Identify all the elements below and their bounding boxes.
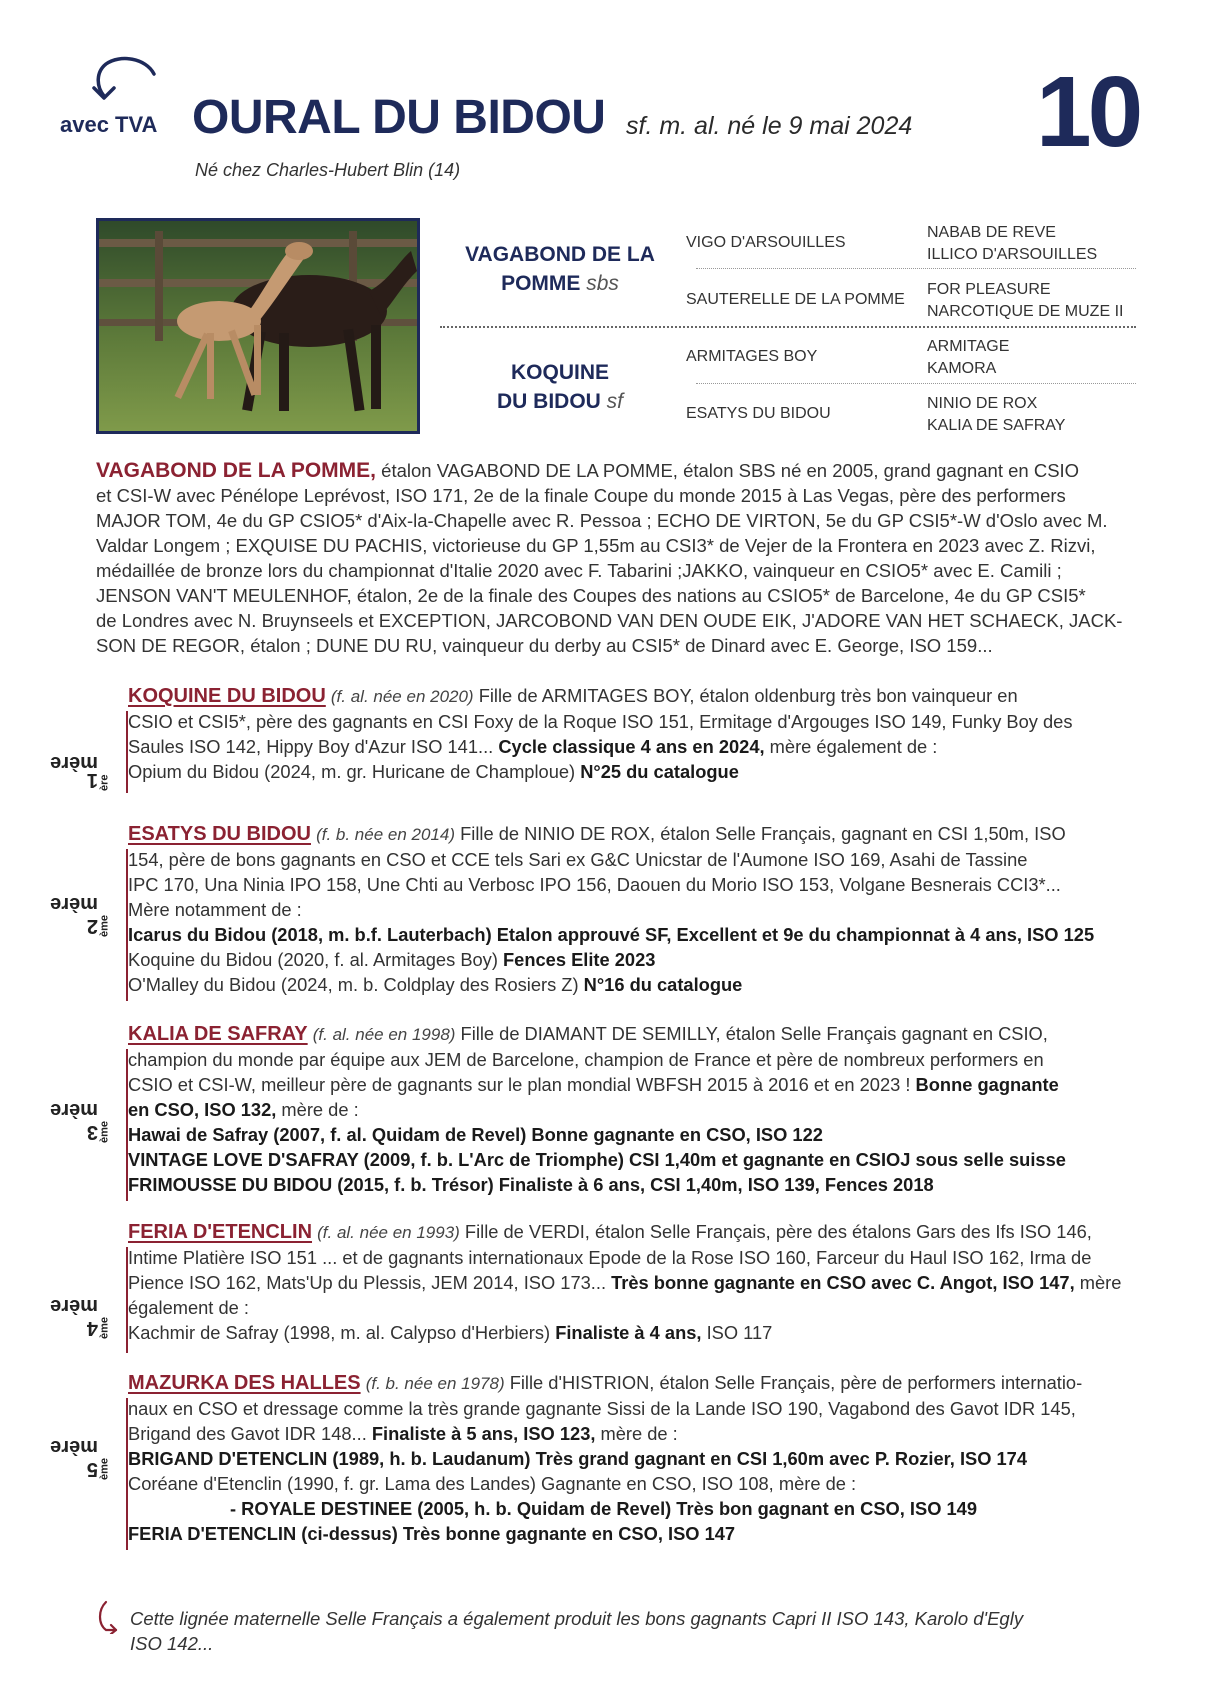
pedigree-ggp-4: NINIO DE ROX KALIA DE SAFRAY: [927, 395, 1066, 434]
curved-arrow-icon: [84, 52, 164, 108]
pedigree-ggp-2: FOR PLEASURE NARCOTIQUE DE MUZE II: [927, 281, 1124, 320]
pedigree-sire-dam: SAUTERELLE DE LA POMME: [686, 291, 905, 308]
pedigree-divider-main: [440, 326, 1136, 328]
lot-number: 10: [1036, 56, 1140, 168]
pedigree-divider: [696, 268, 1136, 269]
pedigree-ggp-3: ARMITAGE KAMORA: [927, 338, 1010, 377]
dam-section-4: 4 $^{ème}$ mère FERIA D'ETENCLIN (f. al. née en 1993) Fille de VERDI, étalon Selle Français, père des étalons Gars des Ifs ISO 146, Intime Platière ISO 151 ... et de gagnants internationaux Epode de la Rose ISO 160, Farceur du Haul ISO 162, Irma de Pience ISO 162, Mats'Up du Plessis, JEM 2014, ISO 173... Très bonne gagnante en CSO avec C. Angot, ISO 147, mère également de : Kachmir de Safray (1998, m. al. Calypso d'Herbiers) Finaliste à 4 ans, ISO 117: [96, 1219, 1136, 1354]
sire-title: VAGABOND DE LA POMME,: [96, 459, 377, 482]
dam-name: KALIA DE SAFRAY: [128, 1023, 308, 1045]
dam-section-3: 3 $^{ème}$ mère KALIA DE SAFRAY (f. al. née en 1998) Fille de DIAMANT DE SEMILLY, étalon Selle Français gagnant en CSIO, champion du monde par équipe aux JEM de Barcelone, champion de France et père de nombreux performers en CSIO et CSI-W, meilleur père de gagnants sur le plan mondial WBFSH 2015 à 2016 et en 2023 ! Bonne gagnante en CSO, ISO 132, mère de : Hawai de Safray (2007, f. al. Quidam de Revel) Bonne gagnante en CSO, ISO 122 VINTAGE LOVE D'SAFRAY (2009, f. b. L'Arc de Triomphe) CSI 1,40m et gagnante en CSIOJ sous selle suisse FRIMOUSSE DU BIDOU (2015, f. b. Trésor) Finaliste à 6 ans, CSI 1,40m, ISO 139, Fences 2018: [96, 1021, 1136, 1201]
sire-paragraph: VAGABOND DE LA POMME, étalon VAGABOND DE LA POMME, étalon SBS né en 2005, grand gagnant en CSIO et CSI-W avec Pénélope Leprévost, ISO 171, 2e de la finale Coupe du monde 2015 à Las Vegas, père des performers MAJOR TOM, 4e du GP CSIO5* d'Aix-la-Chapelle avec R. Pessoa ; ECHO DE VIRTON, 5e du GP CSI5*-W d'Oslo avec M. Valdar Longem ; EXQUISE DU PACHIS, victorieuse du GP 1,55m au CSI3* de Vejer de la Frontera en 2023 avec Z. Rizvi, médaillée de bronze lors du championnat d'Italie 2020 avec F. Tabarini ;JAKKO, vainqueur en CSIO5* avec E. Camili ; JENSON VAN'T MEULENHOF, étalon, 2e de la finale des Coupes des nations au CSIO5* de Barcelone, 4e du GP CSI5* de Londres avec N. Bruynseels et EXCEPTION, JARCOBOND VAN DEN OUDE EIK, J'ADORE VAN HET SCHAECK, JACK- SON DE REGOR, étalon ; DUNE DU RU, vainqueur du derby au CSI5* de Dinard avec E. George, ISO 159...: [96, 459, 1123, 656]
dam-section-2: 2 $^{ème}$ mère ESATYS DU BIDOU (f. b. née en 2014) Fille de NINIO DE ROX, étalon Selle Français, gagnant en CSI 1,50m, ISO 154, père de bons gagnants en CSO et CCE tels Sari ex G&C Unicstar de l'Aumone ISO 169, Asahi de Tassine IPC 170, Una Ninia IPO 158, Une Chti au Verbosc IPO 156, Daouen du Morio ISO 153, Volgane Besnerais CCI3*... Mère notamment de : Icarus du Bidou (2018, m. b.f. Lauterbach) Etalon approuvé SF, Excellent et 9e du championnat à 4 ans, ISO 125 Koquine du Bidou (2020, f. al. Armitages Boy) Fences Elite 2023 O'Malley du Bidou (2024, m. b. Coldplay des Rosiers Z) N°16 du catalogue: [96, 821, 1136, 1001]
curved-arrow-icon: [96, 1600, 118, 1634]
footer-note: Cette lignée maternelle Selle Français a également produit les bons gagnants Capri II ISO 143, Karolo d'Egly ISO 142...: [130, 1608, 1024, 1654]
pedigree-dam-dam: ESATYS DU BIDOU: [686, 405, 831, 422]
dam-section-1: 1 $^{ère}$ mère KOQUINE DU BIDOU (f. al. née en 2020) Fille de ARMITAGES BOY, étalon oldenburg très bon vainqueur en CSIO et CSI5*, père des gagnants en CSI Foxy de la Roque ISO 151, Ermitage d'Argouges ISO 149, Funky Boy des Saules ISO 142, Hippy Boy d'Azur ISO 141... Cycle classique 4 ans en 2024, mère également de : Opium du Bidou (2024, m. gr. Huricane de Champloue) N°25 du catalogue: [50, 685, 1073, 791]
breeder-line: Né chez Charles-Hubert Blin (14): [195, 160, 461, 180]
pedigree-ggp-1: NABAB DE REVE ILLICO D'ARSOUILLES: [927, 224, 1098, 263]
pedigree-divider: [696, 383, 1136, 384]
tva-label: avec TVA: [60, 112, 158, 137]
dam-name: ESATYS DU BIDOU: [128, 823, 311, 845]
pedigree-sire: VAGABOND DE LA POMME sbs: [465, 243, 655, 295]
dam-name: FERIA D'ETENCLIN: [128, 1221, 313, 1243]
dam-section-5: 5 $^{ème}$ mère MAZURKA DES HALLES (f. b. née en 1978) Fille d'HISTRION, étalon Selle Français, père de performers internatio- naux en CSO et dressage comme la très grande gagnante Sissi de la Lande ISO 190, Vagabond des Gavot IDR 145, Brigand des Gavot IDR 148... Finaliste à 5 ans, ISO 123, mère de : BRIGAND D'ETENCLIN (1989, h. b. Laudanum) Très grand gagnant en CSI 1,60m avec P. Rozier, ISO 174 Coréane d'Etenclin (1990, f. gr. Lama des Landes) Gagnante en CSO, ISO 108, mère de : - ROYALE DESTINEE (2005, h. b. Quidam de Revel) Très bon gagnant en CSO, ISO 149 FERIA D'ETENCLIN (ci-dessus) Très bonne gagnante en CSO, ISO 147: [96, 1370, 1136, 1550]
horse-description: sf. m. al. né le 9 mai 2024: [626, 112, 913, 140]
horse-name: OURAL DU BIDOU: [192, 91, 606, 144]
pedigree-dam: KOQUINE DU BIDOU sf: [496, 361, 624, 413]
pedigree-dam-sire: ARMITAGES BOY: [686, 348, 818, 365]
horse-photo: [96, 218, 420, 434]
dam-name: KOQUINE DU BIDOU: [128, 685, 326, 707]
pedigree-sire-sire: VIGO D'ARSOUILLES: [686, 234, 846, 251]
dam-name: MAZURKA DES HALLES: [128, 1372, 361, 1394]
